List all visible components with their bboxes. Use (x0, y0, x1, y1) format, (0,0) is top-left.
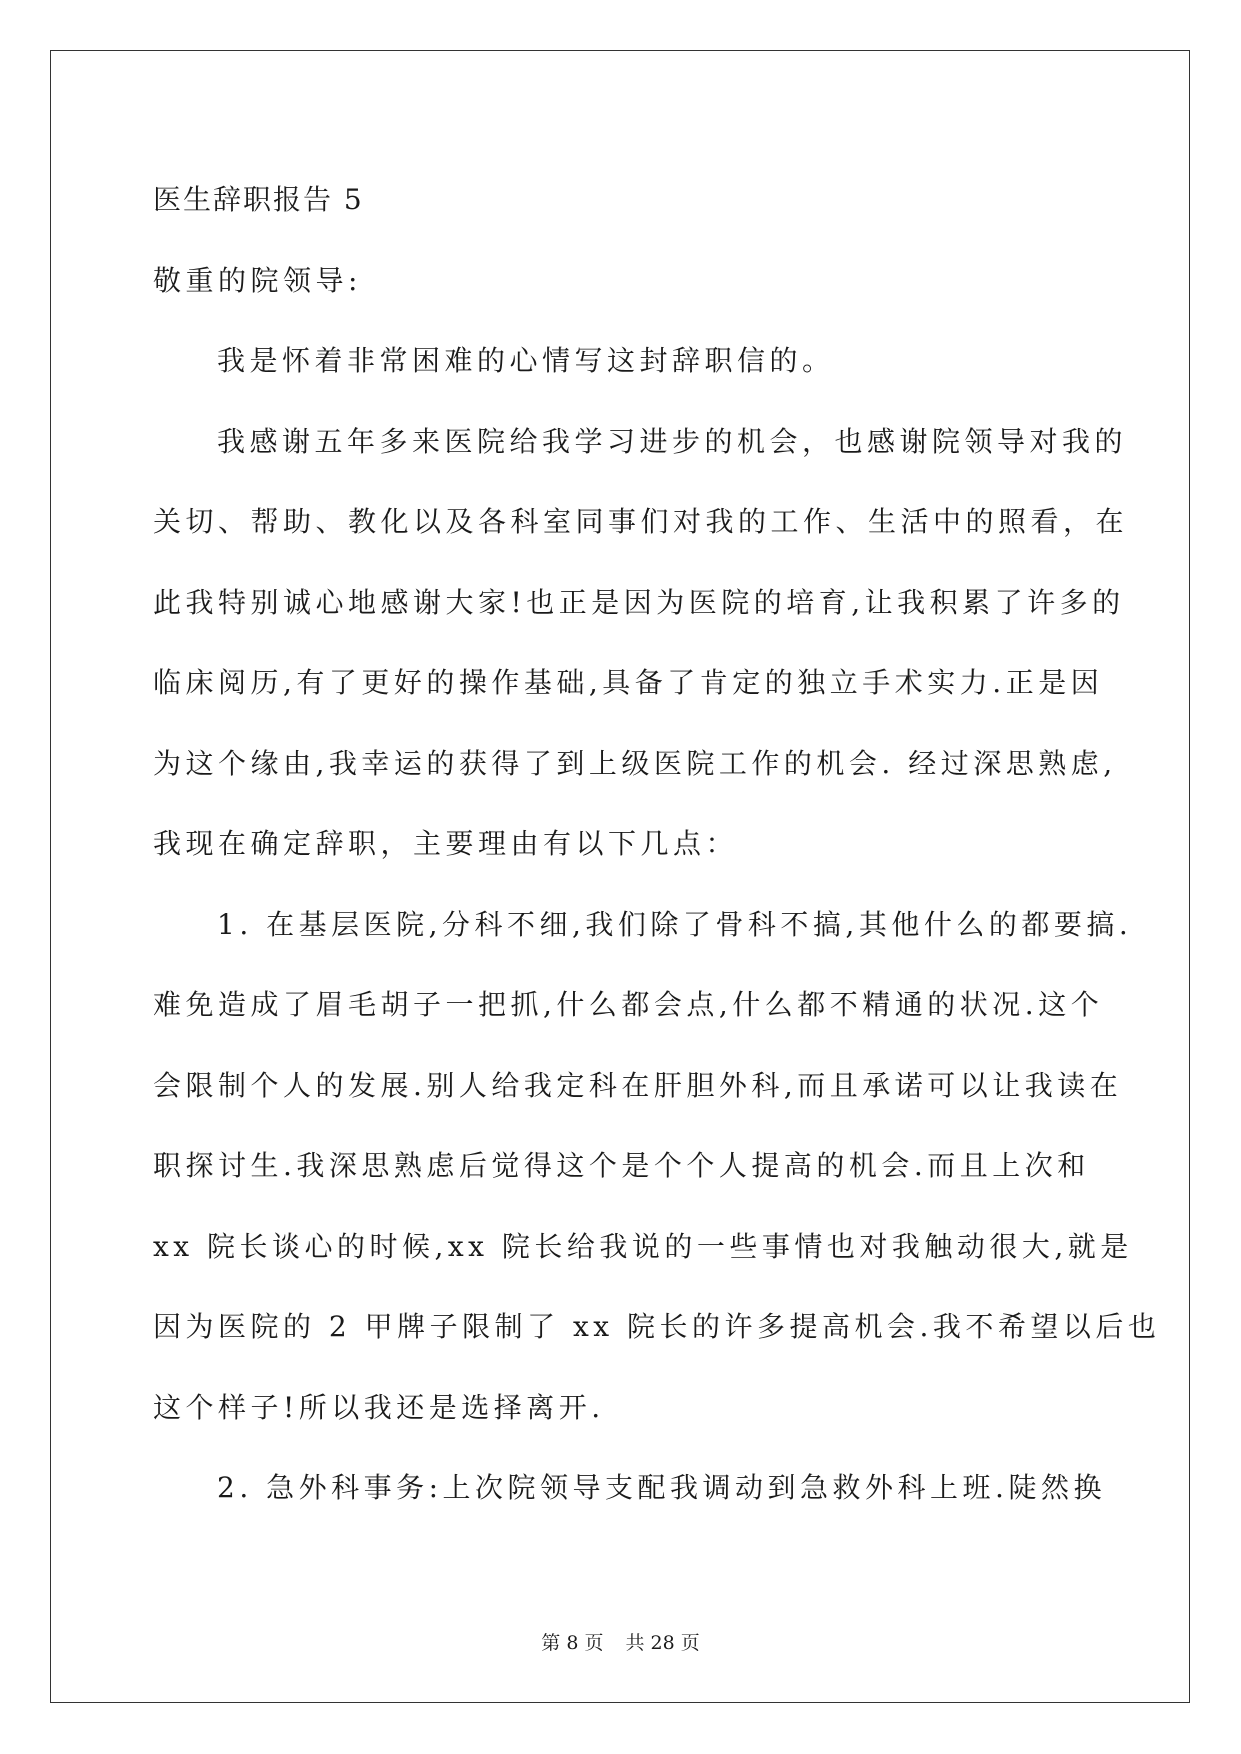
paragraph-line: 关切、帮助、教化以及各科室同事们对我的工作、生活中的照看，在 (153, 505, 1129, 538)
paragraph-line: 这个样子!所以我还是选择离开. (153, 1390, 605, 1424)
salutation: 敬重的院领导: (153, 263, 362, 297)
list-item-line: 1. 在基层医院,分科不细,我们除了骨科不搞,其他什么的都要搞. (217, 907, 1133, 941)
page-number: 第 8 页 (541, 1632, 604, 1654)
paragraph-line: 难免造成了眉毛胡子一把抓,什么都会点,什么都不精通的状况.这个 (153, 988, 1104, 1021)
paragraph-line: 为这个缘由,我幸运的获得了到上级医院工作的机会. 经过深思熟虑, (153, 746, 1117, 780)
paragraph-line: 会限制个人的发展.别人给我定科在肝胆外科,而且承诺可以让我读在 (153, 1068, 1123, 1102)
paragraph-line: 职探讨生.我深思熟虑后觉得这个是个个人提高的机会.而且上次和 (153, 1149, 1090, 1182)
document-title: 医生辞职报告 5 (153, 183, 364, 216)
page-total: 共 28 页 (625, 1632, 700, 1654)
page-footer (0, 1628, 1241, 1655)
paragraph-line: 因为医院的 2 甲牌子限制了 xx 院长的许多提高机会.我不希望以后也 (153, 1310, 1161, 1343)
paragraph-line: 此我特别诚心地感谢大家!也正是因为医院的培育,让我积累了许多的 (153, 585, 1125, 619)
paragraph-line: 我是怀着非常困难的心情写这封辞职信的。 (217, 344, 835, 377)
list-item-line: 2. 急外科事务:上次院领导支配我调动到急救外科上班.陡然换 (217, 1471, 1106, 1504)
paragraph-line: 我感谢五年多来医院给我学习进步的机会，也感谢院领导对我的 (217, 424, 1128, 458)
paragraph-line: xx 院长谈心的时候,xx 院长给我说的一些事情也对我触动很大,就是 (153, 1229, 1133, 1263)
paragraph-line: 我现在确定辞职，主要理由有以下几点： (153, 827, 739, 860)
document-body (153, 160, 1161, 1529)
paragraph-line: 临床阅历,有了更好的操作基础,具备了肯定的独立手术实力.正是因 (153, 666, 1104, 699)
